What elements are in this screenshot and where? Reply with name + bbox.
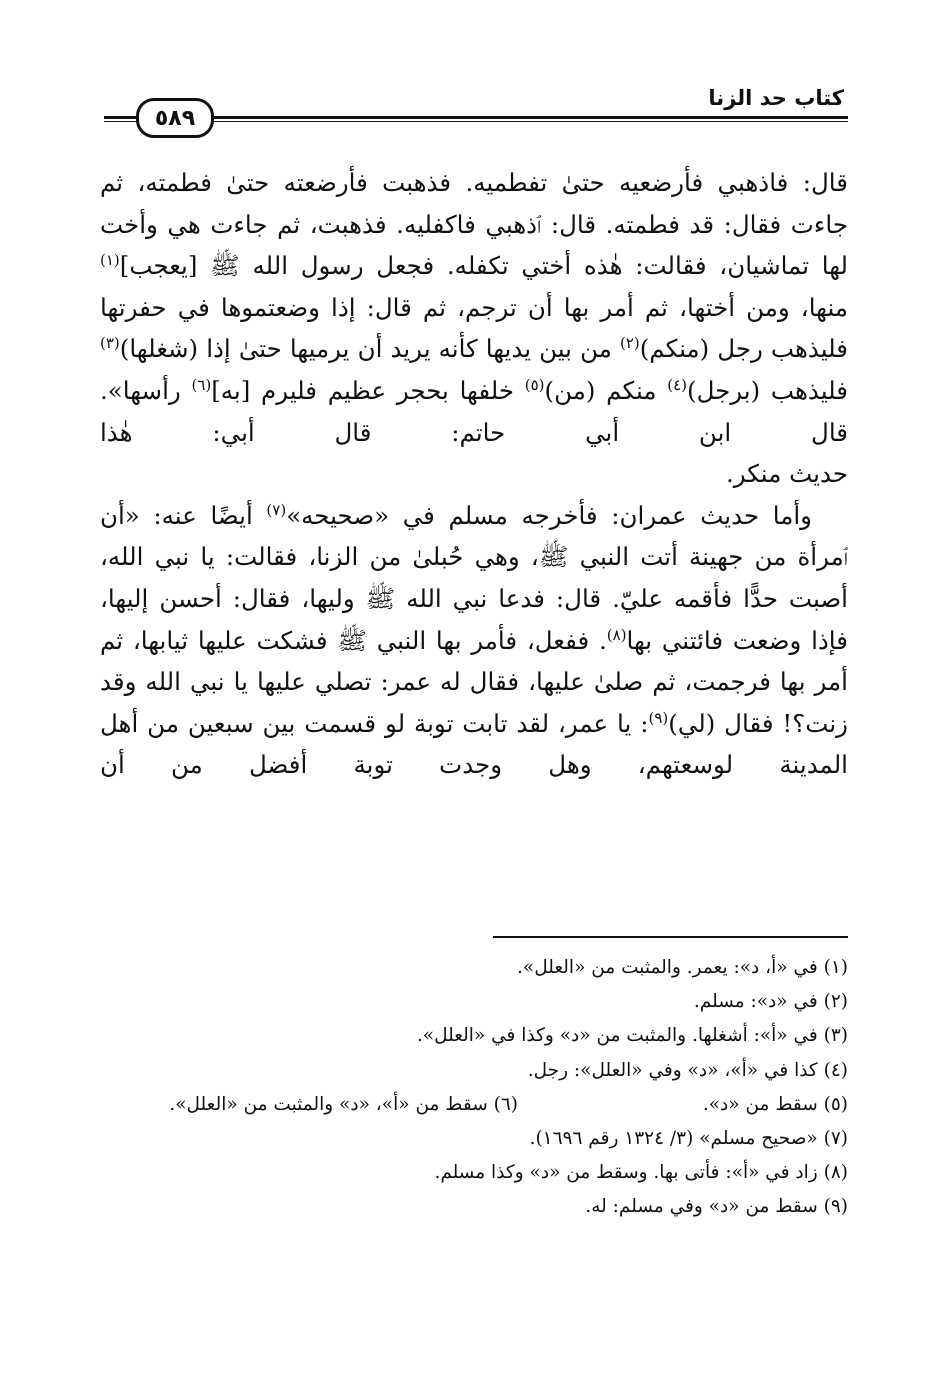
text-line: فليذهب (برجل) xyxy=(687,375,848,405)
footnote-4: (٤) كذا في «أ»، «د» وفي «العلل»: رجل. xyxy=(527,1059,848,1081)
page-number: ٥٨٩ xyxy=(136,98,214,138)
footnote-5: (٥) سقط من «د». xyxy=(702,1093,848,1115)
text-line: قال: فاذهبي فأرضعيه حتىٰ تفطميه. فذهبت فأرضعته حتىٰ فطمته، ثم xyxy=(100,168,848,197)
text-line: ثيابها، ثم أمر بها فرجمت، ثم صلىٰ عليها، فقال له عمر: تصلي عليها xyxy=(100,625,848,697)
text-line: بحجر عظيم فليرم [به] xyxy=(211,375,449,405)
text-line: إليها، فإذا وضعت فائتني بها xyxy=(100,583,848,655)
main-text xyxy=(100,162,848,786)
text-line: رأسها». قال ابن أبي حاتم: قال أبي: هٰذا xyxy=(100,375,848,447)
footnote-marker: (٥) xyxy=(524,375,545,394)
paragraph-1 xyxy=(100,162,848,453)
footnote-marker: (١) xyxy=(100,251,120,270)
text-line: [يعجب] xyxy=(119,251,198,281)
footnote-row-5-6 xyxy=(100,1088,848,1122)
text-line: خلفها xyxy=(459,375,525,405)
footnote-9: (٩) سقط من «د» وفي مسلم: له. xyxy=(585,1196,848,1218)
text-line: حديث منكر. xyxy=(725,459,848,489)
footnote-8: (٨) زاد في «أ»: فأتى بها. وسقط من «د» وكذا مسلم. xyxy=(434,1162,848,1184)
paragraph-1-end xyxy=(100,453,848,495)
footnote-2: (٢) في «د»: مسلم. xyxy=(693,991,848,1013)
footnote-marker: (٢) xyxy=(619,334,640,353)
text-line: وأخت لها تماشيان، فقالت: هٰذه أختي تكفله. فجعل رسول الله ﷺ xyxy=(100,209,848,281)
text-line: . ففعل، فأمر بها النبي ﷺ فشكت عليها xyxy=(197,625,607,655)
text-line: أيضًا عنه: xyxy=(153,500,267,530)
footnote-marker: (٨) xyxy=(606,625,627,644)
footnote-3: (٣) في «أ»: أشغلها. والمثبت من «د» وكذا في «العلل». xyxy=(416,1025,848,1047)
footnote-1: (١) في «أ، د»: يعمر. والمثبت من «العلل». xyxy=(517,957,848,978)
footnote-separator xyxy=(493,936,848,938)
footnote-marker: (٩) xyxy=(648,708,669,727)
text-line: الله، أصبت حدًّا فأقمه عليّ. قال: فدعا نبي الله ﷺ وليها، فقال: أحسن xyxy=(100,542,848,613)
paragraph-2 xyxy=(100,495,848,786)
text-line: يا نبي الله وقد زنت؟! فقال (لي) xyxy=(100,667,848,738)
footnote-7: (٧) «صحيح مسلم» (٣/ ١٣٢٤ رقم ١٦٩٦). xyxy=(529,1128,848,1150)
text-line: وأما حديث عمران: فأخرجه مسلم في «صحيحه» xyxy=(286,500,812,530)
footnote-6: (٦) سقط من «أ»، «د» والمثبت من «العلل». xyxy=(169,1093,518,1115)
text-line: منكم (من) xyxy=(544,375,668,405)
text-line: أن يرميها حتىٰ إذا (شغلها) xyxy=(119,334,383,364)
running-title: كتاب حد الزنا xyxy=(708,86,844,110)
text-line: بين سبعين من أهل المدينة لوسعتهم، وهل وجدت توبة أفضل من أن xyxy=(100,708,848,780)
footnote-marker: (٤) xyxy=(667,375,688,394)
footnote-marker: (٦) xyxy=(191,375,212,394)
text-line: : يا عمر، لقد تابت توبة لو قسمت xyxy=(304,708,649,738)
text-line: جاءت فقال: قد فطمته. قال: ٱذهبي فاكفليه. فذهبت، ثم جاءت هي xyxy=(167,209,849,239)
footnote-marker: (٧) xyxy=(266,500,287,519)
header-rule xyxy=(104,116,848,122)
footnotes xyxy=(100,951,848,1225)
footnote-marker: (٣) xyxy=(100,334,120,353)
text-line: من بين يديها كأنه يريد xyxy=(390,334,620,364)
text-line: «أن ٱمرأة من جهينة أتت النبي ﷺ، وهي حُبلىٰ من الزنا، فقالت: يا نبي xyxy=(100,500,848,572)
text-line: منها، ومن أختها، ثم أمر بها أن ترجم، ثم قال: إذا xyxy=(331,292,848,322)
text-line: وضعتموها في حفرتها فليذهب رجل (منكم) xyxy=(100,292,848,364)
